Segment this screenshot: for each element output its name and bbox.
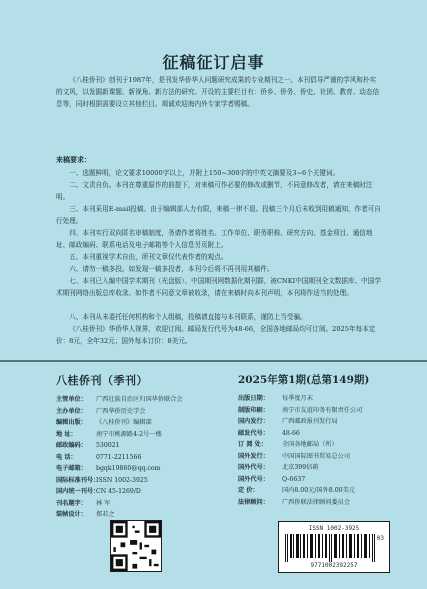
right-value-7: 北京399信箱 [282, 464, 319, 471]
left-value-1: 广西壮族自治区归国华侨联合会 [96, 396, 183, 403]
right-value-6: 中国国际图书贸易总公司 [282, 452, 351, 460]
left-label-3: 编辑出版： [56, 419, 87, 426]
magazine-title: 八桂侨刊（季刊） [56, 374, 148, 387]
right-label-6: 国外发行： [238, 452, 269, 460]
left-label-1: 主管单位： [56, 396, 87, 403]
left-info-block [56, 372, 226, 521]
left-value-2: 广西华侨历史学会 [96, 407, 146, 415]
right-label-3: 国内发行： [238, 418, 269, 425]
left-value-8: ISSN 1002-3925 [96, 476, 148, 484]
right-label-1: 出版日期： [238, 395, 269, 402]
right-info-block [238, 372, 398, 508]
left-label-7: 电子邮箱： [56, 465, 87, 472]
requirement-6: 六、请勿一稿多投。如发现一稿多投者，本刊今后将不再刊用其稿件。 [69, 265, 274, 273]
right-value-8: Q-6637 [282, 475, 306, 483]
right-value-9: 国内8.00元/国外8.00美元 [282, 487, 355, 494]
right-value-10: 广西侨联法律顾问委员会 [282, 498, 351, 506]
section-divider [0, 360, 427, 362]
requirement-8: 八、本刊从未委托任何机构和个人组稿，投稿请直接与本刊联系，谨防上当受骗。 [69, 313, 307, 321]
left-label-10: 刊名题字： [56, 499, 87, 507]
left-value-4: 南宁市桃源路4-2号一楼 [96, 430, 162, 438]
requirement-2: 二、文责自负。本刊在尊重原作的前提下，对来稿可作必要的修改或删节，不同意修改者，请在来稿时注明。 [56, 181, 373, 201]
right-label-5: 订 阅 处： [238, 441, 268, 448]
requirement-3: 三、本刊采用E-mail投稿。由于编辑部人力有限，来稿一律不退。投稿三个月后未收到用稿通知，作者可自行处理。 [56, 205, 381, 225]
issn-label: ISSN 1002-3925 [308, 525, 360, 532]
issn-barcode [278, 521, 390, 573]
left-value-10: 林 军 [96, 499, 111, 507]
requirement-4: 四、本刊实行双向匿名审稿制度，务请作者将姓名、工作单位、职务职称、研究方向、基金项目、通信地址、邮政编码、联系电话及电子邮箱等个人信息另页附上。 [56, 229, 373, 249]
right-value-1: 每季度月末 [282, 395, 313, 402]
left-value-9: CN 45-1269/D [96, 488, 141, 495]
notice-intro: 《八桂侨刊》创刊于1987年，是刊发华侨华人问题研究成果的专业期刊之一。本刊倡导严谨的学风和朴实的文风，以发掘新课题、新视角、新方法的研究。开设的主要栏目有：侨乡、侨务、侨史、社团、教育、动态信息等，同时根据需要设立其他栏目。竭诚欢迎海内外专家学者赐稿。 [56, 76, 380, 108]
right-label-10: 法律顾问： [238, 498, 269, 506]
left-label-8: 国际标准刊号： [56, 476, 100, 484]
left-value-11: 郑若之 [96, 511, 115, 518]
requirements-title: 来稿要求： [56, 155, 91, 164]
subscription-notice: 《八桂侨刊》华侨华人视界，欢迎订阅。邮局发行代号为48-66，全国各地邮局均可订阅。2025年每本定价：8元，全年32元；国外每本订价：8美元。 [56, 325, 376, 345]
right-label-8: 国外代号： [238, 475, 269, 483]
right-label-7: 国外代号： [238, 464, 269, 471]
left-value-5: 530021 [96, 442, 120, 449]
right-label-4: 邮发代号： [238, 429, 269, 437]
right-value-3: 广西邮政报刊发行局 [282, 418, 338, 425]
barcode-number: 9771002392257 [310, 562, 358, 569]
right-value-2: 南宁市友谊印务有限责任公司 [282, 406, 363, 414]
left-label-6: 电 话： [56, 453, 77, 461]
left-label-5: 邮政编码： [56, 442, 87, 449]
requirement-5: 五、本刊重视学术自由，所刊文章仅代表作者的观点。 [69, 253, 228, 261]
left-label-2: 主办单位： [56, 407, 87, 415]
qr-code-icon [111, 521, 161, 571]
requirement-1: 一、选题鲜明，论文要求10000字以上，并附上150~300字的中英文摘要及3~6个关键词。 [69, 169, 340, 177]
right-label-9: 定 价： [238, 487, 259, 494]
right-value-4: 48-66 [282, 429, 300, 437]
notice-title: 征稿征订启事 [162, 53, 265, 72]
left-label-11: 装帧设计： [56, 511, 87, 518]
barcode-icon [285, 534, 381, 562]
right-label-2: 制版印刷： [238, 406, 269, 414]
left-value-3: 《八桂侨刊》编辑部 [96, 419, 152, 426]
right-value-5: 全国各地邮局（所） [282, 441, 338, 448]
left-label-4: 地 址： [56, 430, 77, 438]
left-label-9: 国内统一刊号： [56, 488, 100, 495]
requirement-7: 七、本刊已入编中国学术期刊（光盘版）、中国期刊网数据化期刊群，被CNKI中国期刊全文数据库、中国学术期刊网络出版总库收录。如作者不同意文章被收录，请在来稿时向本刊声明，本刊将作适当的处理。 [56, 277, 381, 297]
issue-code: 03 [376, 535, 384, 542]
left-value-7: bgqk19860@qq.com [96, 465, 161, 472]
qr-code[interactable] [110, 520, 162, 572]
issue-number: 2025年第1期(总第149期) [238, 374, 370, 386]
left-value-6: 0771-2211566 [96, 453, 142, 461]
